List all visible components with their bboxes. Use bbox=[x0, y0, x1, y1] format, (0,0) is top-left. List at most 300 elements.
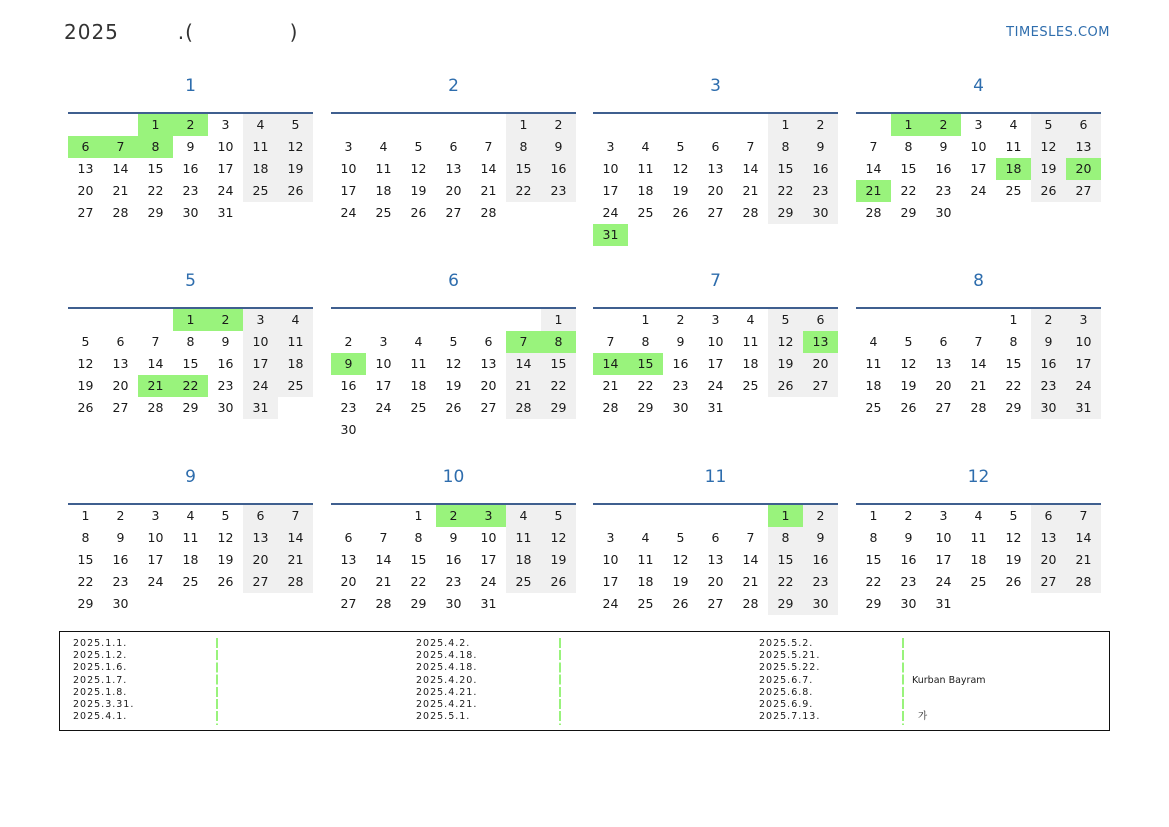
empty-day-cell bbox=[628, 505, 663, 527]
day-cell: 10 bbox=[602, 552, 619, 567]
empty-day-cell bbox=[593, 505, 628, 527]
day-cell: 9 bbox=[541, 136, 576, 158]
day-cell: 19 bbox=[900, 378, 917, 393]
day-cell: 9 bbox=[186, 139, 195, 154]
empty-day-cell bbox=[243, 202, 278, 224]
day-cell: 27 bbox=[935, 400, 952, 415]
day-cell: 25 bbox=[182, 574, 199, 589]
day-cell: 22 bbox=[768, 571, 803, 593]
day-cell: 3 bbox=[606, 139, 615, 154]
day-cell: 16 bbox=[445, 552, 462, 567]
day-cell: 13 bbox=[1031, 527, 1066, 549]
day-cell: 1 bbox=[641, 312, 650, 327]
empty-day-cell bbox=[68, 114, 103, 136]
day-cell: 27 bbox=[243, 571, 278, 593]
week-row bbox=[331, 180, 576, 202]
week-row bbox=[68, 397, 313, 419]
day-cell: 23 bbox=[217, 378, 234, 393]
empty-day-cell bbox=[663, 114, 698, 136]
site-logo-text[interactable]: TIMESLES.COM bbox=[1006, 25, 1110, 40]
month-day-grid bbox=[593, 307, 838, 419]
day-cell: 24 bbox=[707, 378, 724, 393]
day-cell: 4 bbox=[243, 114, 278, 136]
week-row bbox=[68, 549, 313, 571]
week-row bbox=[856, 202, 1101, 224]
week-row bbox=[68, 331, 313, 353]
day-cell: 31 bbox=[243, 397, 278, 419]
empty-day-cell bbox=[331, 114, 366, 136]
week-row bbox=[68, 114, 313, 136]
day-cell: 6 bbox=[116, 334, 125, 349]
day-cell: 12 bbox=[900, 356, 917, 371]
day-cell: 17 bbox=[375, 378, 392, 393]
week-row bbox=[593, 114, 838, 136]
day-cell: 31 bbox=[707, 400, 724, 415]
week-row bbox=[331, 549, 576, 571]
day-cell: 1 bbox=[414, 508, 423, 523]
day-cell: 23 bbox=[900, 574, 917, 589]
day-cell: 17 bbox=[935, 552, 952, 567]
day-cell: 14 bbox=[1066, 527, 1101, 549]
day-cell: 15 bbox=[865, 552, 882, 567]
day-cell: 5 bbox=[676, 139, 685, 154]
day-cell: 27 bbox=[480, 400, 497, 415]
month-day-grid bbox=[68, 307, 313, 419]
day-cell: 22 bbox=[637, 378, 654, 393]
day-cell: 23 bbox=[445, 574, 462, 589]
day-cell: 24 bbox=[1066, 375, 1101, 397]
day-cell: 10 bbox=[935, 530, 952, 545]
day-cell: 6 bbox=[449, 139, 458, 154]
day-cell: 28 bbox=[602, 400, 619, 415]
month-3 bbox=[593, 75, 838, 242]
day-cell: 18 bbox=[410, 378, 427, 393]
day-cell: 6 bbox=[711, 530, 720, 545]
week-row bbox=[593, 158, 838, 180]
day-cell: 15 bbox=[147, 161, 164, 176]
empty-day-cell bbox=[173, 593, 208, 615]
empty-day-cell bbox=[768, 224, 803, 246]
day-cell: 20 bbox=[112, 378, 129, 393]
empty-day-cell bbox=[103, 309, 138, 331]
day-cell: 21 bbox=[278, 549, 313, 571]
day-cell: 15 bbox=[77, 552, 94, 567]
month-name: 12 bbox=[967, 467, 990, 487]
empty-day-cell bbox=[961, 593, 996, 615]
day-cell: 28 bbox=[970, 400, 987, 415]
day-cell: 14 bbox=[375, 552, 392, 567]
day-cell: 27 bbox=[803, 375, 838, 397]
day-cell: 27 bbox=[1031, 571, 1066, 593]
holiday-day-cell: 1 bbox=[891, 114, 926, 136]
week-row bbox=[593, 353, 838, 375]
day-cell: 29 bbox=[768, 593, 803, 615]
day-cell: 5 bbox=[904, 334, 913, 349]
day-cell: 11 bbox=[375, 161, 392, 176]
empty-day-cell bbox=[1066, 202, 1101, 224]
week-row bbox=[593, 202, 838, 224]
day-cell: 15 bbox=[768, 158, 803, 180]
month-name: 2 bbox=[448, 76, 459, 96]
holiday-marker-bar bbox=[216, 638, 218, 725]
day-cell: 12 bbox=[672, 552, 689, 567]
holiday-day-cell: 6 bbox=[68, 136, 103, 158]
day-cell: 20 bbox=[243, 549, 278, 571]
holiday-day-cell: 8 bbox=[138, 136, 173, 158]
day-cell: 23 bbox=[182, 183, 199, 198]
day-cell: 4 bbox=[869, 334, 878, 349]
day-cell: 2 bbox=[904, 508, 913, 523]
day-cell: 29 bbox=[182, 400, 199, 415]
day-cell: 27 bbox=[707, 205, 724, 220]
day-cell: 1 bbox=[541, 309, 576, 331]
empty-day-cell bbox=[698, 224, 733, 246]
week-row bbox=[856, 331, 1101, 353]
day-cell: 28 bbox=[375, 596, 392, 611]
day-cell: 28 bbox=[865, 205, 882, 220]
day-cell: 26 bbox=[445, 400, 462, 415]
month-day-grid bbox=[331, 112, 576, 224]
empty-day-cell bbox=[733, 397, 768, 419]
day-cell: 17 bbox=[147, 552, 164, 567]
week-row bbox=[331, 419, 576, 441]
day-cell: 17 bbox=[243, 353, 278, 375]
day-cell: 18 bbox=[742, 356, 759, 371]
day-cell: 22 bbox=[865, 574, 882, 589]
holiday-name bbox=[912, 687, 986, 699]
day-cell: 28 bbox=[1066, 571, 1101, 593]
day-cell: 6 bbox=[484, 334, 493, 349]
holiday-day-cell: 21 bbox=[138, 375, 173, 397]
day-cell: 13 bbox=[707, 161, 724, 176]
empty-day-cell bbox=[278, 397, 313, 419]
day-cell: 17 bbox=[340, 183, 357, 198]
day-cell: 9 bbox=[1031, 331, 1066, 353]
week-row bbox=[856, 375, 1101, 397]
month-name: 4 bbox=[973, 76, 984, 96]
week-row bbox=[331, 527, 576, 549]
holiday-day-cell: 7 bbox=[506, 331, 541, 353]
holiday-marker-bar bbox=[559, 638, 561, 725]
week-row bbox=[68, 309, 313, 331]
empty-day-cell bbox=[541, 593, 576, 615]
day-cell: 4 bbox=[641, 530, 650, 545]
day-cell: 19 bbox=[410, 183, 427, 198]
day-cell: 11 bbox=[243, 136, 278, 158]
day-cell: 29 bbox=[637, 400, 654, 415]
day-cell: 10 bbox=[707, 334, 724, 349]
day-cell: 8 bbox=[768, 136, 803, 158]
holiday-day-cell: 31 bbox=[593, 224, 628, 246]
day-cell: 27 bbox=[77, 205, 94, 220]
day-cell: 24 bbox=[602, 596, 619, 611]
month-9 bbox=[68, 466, 313, 611]
day-cell: 27 bbox=[112, 400, 129, 415]
holiday-day-cell: 8 bbox=[541, 331, 576, 353]
day-cell: 22 bbox=[410, 574, 427, 589]
holiday-day-cell: 7 bbox=[103, 136, 138, 158]
week-row bbox=[331, 397, 576, 419]
day-cell: 14 bbox=[480, 161, 497, 176]
day-cell: 15 bbox=[900, 161, 917, 176]
day-cell: 16 bbox=[541, 158, 576, 180]
day-cell: 13 bbox=[340, 552, 357, 567]
day-cell: 21 bbox=[970, 378, 987, 393]
week-row bbox=[68, 571, 313, 593]
empty-day-cell bbox=[506, 593, 541, 615]
day-cell: 6 bbox=[1031, 505, 1066, 527]
day-cell: 26 bbox=[768, 375, 803, 397]
day-cell: 9 bbox=[221, 334, 230, 349]
day-cell: 7 bbox=[746, 530, 755, 545]
day-cell: 19 bbox=[445, 378, 462, 393]
month-1 bbox=[68, 75, 313, 220]
day-cell: 8 bbox=[506, 136, 541, 158]
day-cell: 20 bbox=[77, 183, 94, 198]
day-cell: 16 bbox=[900, 552, 917, 567]
day-cell: 12 bbox=[1005, 530, 1022, 545]
month-11 bbox=[593, 466, 838, 611]
holiday-dates: 2025.1.1. 2025.1.2. 2025.1.6. 2025.1.7. 2025.1.8. 2025.3.31. 2025.4.1. bbox=[73, 638, 135, 723]
day-cell: 15 bbox=[1005, 356, 1022, 371]
week-row bbox=[593, 331, 838, 353]
day-cell: 11 bbox=[970, 530, 987, 545]
month-day-grid bbox=[331, 503, 576, 615]
day-cell: 20 bbox=[707, 574, 724, 589]
week-row bbox=[331, 202, 576, 224]
day-cell: 26 bbox=[541, 571, 576, 593]
holiday-name bbox=[912, 699, 986, 711]
empty-day-cell bbox=[331, 309, 366, 331]
day-cell: 13 bbox=[1066, 136, 1101, 158]
day-cell: 2 bbox=[803, 114, 838, 136]
day-cell: 6 bbox=[243, 505, 278, 527]
day-cell: 3 bbox=[1066, 309, 1101, 331]
empty-day-cell bbox=[1066, 593, 1101, 615]
week-row bbox=[68, 158, 313, 180]
day-cell: 25 bbox=[742, 378, 759, 393]
month-day-grid bbox=[856, 503, 1101, 615]
week-row bbox=[331, 505, 576, 527]
holiday-day-cell: 14 bbox=[593, 353, 628, 375]
day-cell: 2 bbox=[676, 312, 685, 327]
month-12 bbox=[856, 466, 1101, 611]
day-cell: 7 bbox=[606, 334, 615, 349]
day-cell: 18 bbox=[865, 378, 882, 393]
day-cell: 10 bbox=[602, 161, 619, 176]
week-row bbox=[68, 505, 313, 527]
day-cell: 17 bbox=[970, 161, 987, 176]
week-row bbox=[331, 375, 576, 397]
empty-day-cell bbox=[628, 224, 663, 246]
day-cell: 27 bbox=[445, 205, 462, 220]
month-day-grid bbox=[856, 112, 1101, 224]
day-cell: 12 bbox=[278, 136, 313, 158]
holiday-day-cell: 3 bbox=[471, 505, 506, 527]
day-cell: 17 bbox=[1066, 353, 1101, 375]
empty-day-cell bbox=[628, 114, 663, 136]
week-row bbox=[593, 571, 838, 593]
empty-day-cell bbox=[593, 114, 628, 136]
day-cell: 19 bbox=[77, 378, 94, 393]
day-cell: 26 bbox=[672, 205, 689, 220]
day-cell: 19 bbox=[1031, 158, 1066, 180]
day-cell: 3 bbox=[151, 508, 160, 523]
week-row bbox=[593, 397, 838, 419]
empty-day-cell bbox=[663, 505, 698, 527]
day-cell: 12 bbox=[217, 530, 234, 545]
day-cell: 31 bbox=[935, 596, 952, 611]
holiday-day-cell: 1 bbox=[768, 505, 803, 527]
week-row bbox=[68, 202, 313, 224]
day-cell: 24 bbox=[147, 574, 164, 589]
day-cell: 13 bbox=[243, 527, 278, 549]
day-cell: 26 bbox=[900, 400, 917, 415]
day-cell: 19 bbox=[1005, 552, 1022, 567]
empty-day-cell bbox=[401, 419, 436, 441]
day-cell: 10 bbox=[375, 356, 392, 371]
day-cell: 14 bbox=[147, 356, 164, 371]
month-name: 1 bbox=[185, 76, 196, 96]
day-cell: 10 bbox=[340, 161, 357, 176]
holiday-name: 가 bbox=[912, 711, 928, 723]
day-cell: 18 bbox=[637, 574, 654, 589]
day-cell: 26 bbox=[77, 400, 94, 415]
day-cell: 23 bbox=[803, 571, 838, 593]
day-cell: 12 bbox=[77, 356, 94, 371]
day-cell: 18 bbox=[970, 552, 987, 567]
empty-day-cell bbox=[366, 419, 401, 441]
week-row bbox=[856, 309, 1101, 331]
day-cell: 4 bbox=[379, 139, 388, 154]
day-cell: 21 bbox=[506, 375, 541, 397]
day-cell: 28 bbox=[112, 205, 129, 220]
empty-day-cell bbox=[733, 224, 768, 246]
month-name: 7 bbox=[710, 271, 721, 291]
empty-day-cell bbox=[208, 593, 243, 615]
day-cell: 19 bbox=[541, 549, 576, 571]
day-cell: 5 bbox=[541, 505, 576, 527]
day-cell: 29 bbox=[77, 596, 94, 611]
day-cell: 14 bbox=[865, 161, 882, 176]
holiday-day-cell: 18 bbox=[996, 158, 1031, 180]
week-row bbox=[856, 114, 1101, 136]
day-cell: 7 bbox=[484, 139, 493, 154]
day-cell: 8 bbox=[186, 334, 195, 349]
month-2 bbox=[331, 75, 576, 220]
day-cell: 15 bbox=[768, 549, 803, 571]
day-cell: 30 bbox=[803, 202, 838, 224]
day-cell: 12 bbox=[445, 356, 462, 371]
day-cell: 10 bbox=[217, 139, 234, 154]
empty-day-cell bbox=[471, 114, 506, 136]
week-row bbox=[856, 571, 1101, 593]
empty-day-cell bbox=[243, 593, 278, 615]
empty-day-cell bbox=[331, 505, 366, 527]
day-cell: 14 bbox=[112, 161, 129, 176]
day-cell: 11 bbox=[506, 527, 541, 549]
day-cell: 9 bbox=[676, 334, 685, 349]
day-cell: 7 bbox=[278, 505, 313, 527]
empty-day-cell bbox=[366, 309, 401, 331]
empty-day-cell bbox=[401, 114, 436, 136]
week-row bbox=[593, 527, 838, 549]
holiday-name bbox=[912, 638, 986, 650]
day-cell: 17 bbox=[602, 574, 619, 589]
day-cell: 27 bbox=[340, 596, 357, 611]
month-name: 11 bbox=[704, 467, 727, 487]
day-cell: 11 bbox=[182, 530, 199, 545]
day-cell: 27 bbox=[1066, 180, 1101, 202]
month-day-grid bbox=[593, 503, 838, 615]
day-cell: 26 bbox=[1031, 180, 1066, 202]
holiday-day-cell: 21 bbox=[856, 180, 891, 202]
day-cell: 9 bbox=[939, 139, 948, 154]
day-cell: 21 bbox=[742, 574, 759, 589]
day-cell: 30 bbox=[672, 400, 689, 415]
day-cell: 22 bbox=[768, 180, 803, 202]
month-name: 6 bbox=[448, 271, 459, 291]
month-name: 5 bbox=[185, 271, 196, 291]
day-cell: 25 bbox=[1005, 183, 1022, 198]
day-cell: 7 bbox=[974, 334, 983, 349]
day-cell: 4 bbox=[278, 309, 313, 331]
day-cell: 31 bbox=[480, 596, 497, 611]
month-day-grid bbox=[331, 307, 576, 441]
holiday-name bbox=[912, 650, 986, 662]
day-cell: 28 bbox=[480, 205, 497, 220]
month-name: 10 bbox=[442, 467, 465, 487]
empty-day-cell bbox=[366, 114, 401, 136]
month-day-grid bbox=[68, 112, 313, 224]
week-row bbox=[331, 593, 576, 615]
empty-day-cell bbox=[803, 397, 838, 419]
day-cell: 25 bbox=[637, 205, 654, 220]
day-cell: 3 bbox=[711, 312, 720, 327]
month-7 bbox=[593, 270, 838, 415]
day-cell: 28 bbox=[278, 571, 313, 593]
holiday-day-cell: 1 bbox=[138, 114, 173, 136]
day-cell: 24 bbox=[602, 205, 619, 220]
day-cell: 17 bbox=[217, 161, 234, 176]
day-cell: 9 bbox=[116, 530, 125, 545]
day-cell: 10 bbox=[970, 139, 987, 154]
empty-day-cell bbox=[961, 202, 996, 224]
day-cell: 21 bbox=[112, 183, 129, 198]
empty-day-cell bbox=[278, 593, 313, 615]
empty-day-cell bbox=[138, 309, 173, 331]
day-cell: 5 bbox=[278, 114, 313, 136]
day-cell: 16 bbox=[1031, 353, 1066, 375]
day-cell: 16 bbox=[803, 158, 838, 180]
day-cell: 8 bbox=[869, 530, 878, 545]
day-cell: 26 bbox=[278, 180, 313, 202]
day-cell: 26 bbox=[1005, 574, 1022, 589]
week-row bbox=[593, 375, 838, 397]
day-cell: 9 bbox=[904, 530, 913, 545]
week-row bbox=[593, 505, 838, 527]
day-cell: 13 bbox=[77, 161, 94, 176]
week-row bbox=[593, 136, 838, 158]
day-cell: 29 bbox=[900, 205, 917, 220]
empty-day-cell bbox=[541, 419, 576, 441]
day-cell: 2 bbox=[1031, 309, 1066, 331]
week-row bbox=[856, 397, 1101, 419]
holiday-list bbox=[59, 631, 1110, 731]
day-cell: 20 bbox=[935, 378, 952, 393]
empty-day-cell bbox=[103, 114, 138, 136]
day-cell: 2 bbox=[344, 334, 353, 349]
